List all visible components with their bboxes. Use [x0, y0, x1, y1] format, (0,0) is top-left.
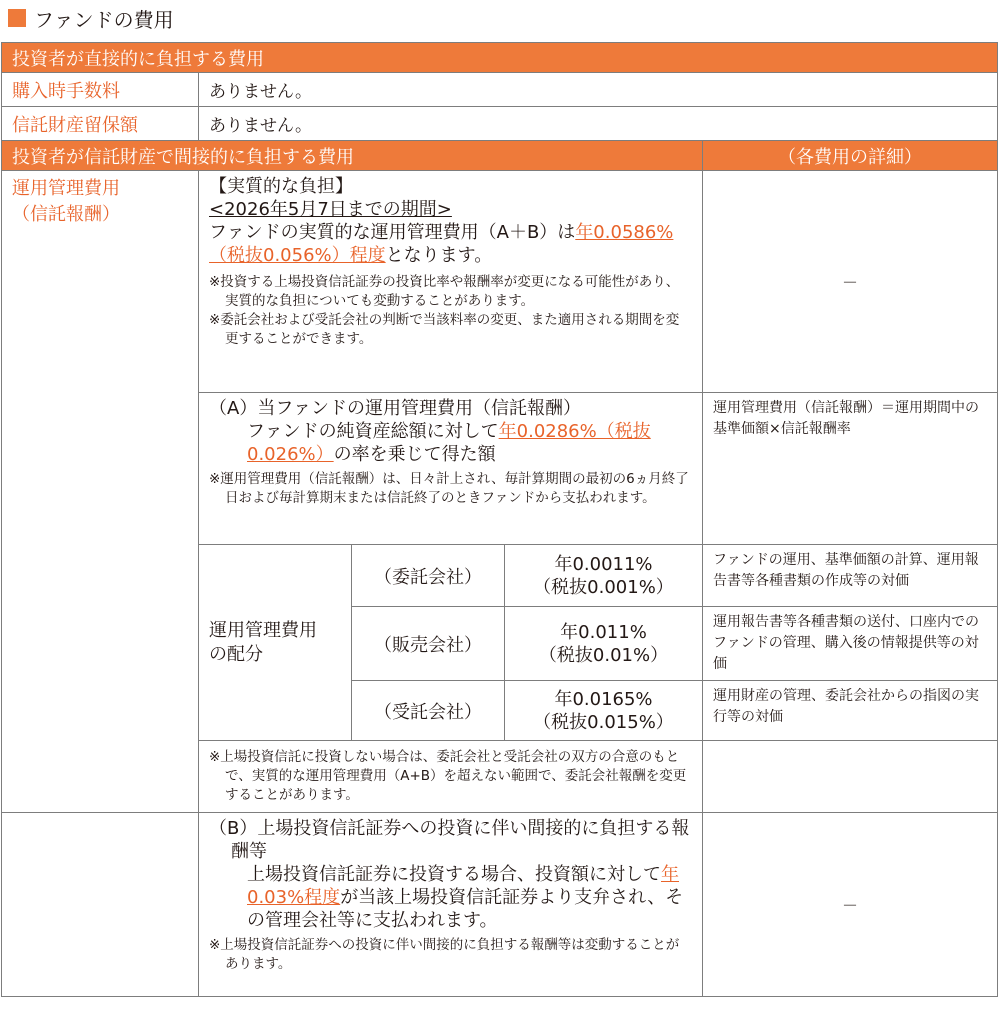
direct-header: 投資者が直接的に負担する費用	[2, 43, 998, 73]
a-heading: （A）当ファンドの運用管理費用（信託報酬）	[209, 398, 581, 419]
effective-detail: －	[703, 171, 998, 393]
allocation-rate-line2: （税抜0.001%）	[533, 576, 674, 598]
a-text-before: ファンドの純資産総額に対して	[247, 421, 499, 442]
b-note: ※上場投資信託証券への投資に伴い間接的に負担する報酬等は変動することがあります。	[209, 937, 680, 972]
allocation-note-detail	[703, 741, 998, 813]
allocation-detail: ファンドの運用、基準価額の計算、運用報告書等各種書類の作成等の対価	[703, 545, 998, 607]
allocation-rate	[505, 545, 703, 607]
b-cell	[199, 813, 703, 997]
square-bullet-icon	[8, 9, 26, 27]
allocation-party: （委託会社）	[352, 545, 505, 607]
effective-heading: 【実質的な負担】	[209, 176, 353, 197]
effective-cell	[199, 171, 703, 393]
effective-text	[209, 221, 692, 267]
allocation-rate-line1: 年0.0165%	[554, 688, 653, 710]
allocation-detail: 運用報告書等各種書類の送付、口座内でのファンドの管理、購入後の情報提供等の対価	[703, 607, 998, 681]
mgmt-fee-label-line2: （信託報酬）	[12, 204, 120, 225]
a-text-after: の率を乗じて得た額	[333, 444, 496, 465]
allocation-party: （受託会社）	[352, 681, 505, 741]
allocation-rate-line1: 年0.0011%	[554, 553, 653, 575]
indirect-header-row	[2, 141, 998, 171]
b-rate: 年0.03%程度	[247, 864, 679, 908]
section-title-text: ファンドの費用	[34, 7, 174, 32]
table-row	[2, 107, 998, 141]
effective-note1: ※投資する上場投資信託証券の投資比率や報酬率が変更になる可能性があり、実質的な負担についても変動することがあります。	[209, 274, 680, 309]
allocation-note-cell	[199, 741, 703, 813]
allocation-label-line1: 運用管理費用	[209, 619, 317, 641]
b-detail: －	[703, 813, 998, 997]
b-row	[2, 813, 998, 997]
allocation-rate-line2: （税抜0.01%）	[538, 644, 669, 666]
fee-table	[1, 42, 998, 997]
b-label-empty	[2, 813, 199, 997]
b-text-after: が当該上場投資信託証券より支弁され、その管理会社等に支払われます。	[247, 887, 684, 931]
allocation-party: （販売会社）	[352, 607, 505, 681]
effective-row	[2, 171, 998, 393]
b-text	[209, 863, 692, 932]
allocation-label	[199, 545, 352, 741]
allocation-rate-line1: 年0.011%	[560, 621, 647, 643]
retention-fee-label: 信託財産留保額	[2, 107, 199, 141]
effective-text-before: ファンドの実質的な運用管理費用（A＋B）は	[209, 222, 576, 243]
a-cell	[199, 393, 703, 545]
purchase-fee-value: ありません。	[199, 73, 998, 107]
b-heading: （B）上場投資信託証券への投資に伴い間接的に負担する報酬等	[209, 818, 690, 862]
section-title	[8, 6, 174, 30]
allocation-rate-line2: （税抜0.015%）	[533, 711, 674, 733]
indirect-header: 投資者が信託財産で間接的に負担する費用	[2, 141, 703, 171]
allocation-rate	[505, 607, 703, 681]
mgmt-fee-label-line1: 運用管理費用	[12, 178, 120, 199]
b-text-before: 上場投資信託証券に投資する場合、投資額に対して	[247, 864, 661, 885]
a-rate: 年0.0286%（税抜0.026%）	[247, 421, 651, 465]
effective-rate: 年0.0586%（税抜0.056%）程度	[209, 222, 674, 266]
effective-text-after: となります。	[385, 245, 493, 266]
effective-period: <2026年5月7日までの期間>	[209, 199, 452, 220]
a-text	[209, 420, 692, 466]
a-detail: 運用管理費用（信託報酬）＝運用期間中の基準価額×信託報酬率	[703, 393, 998, 545]
direct-header-row	[2, 43, 998, 73]
detail-header: （各費用の詳細）	[703, 141, 998, 171]
mgmt-fee-label	[2, 171, 199, 813]
retention-fee-value: ありません。	[199, 107, 998, 141]
allocation-note: ※上場投資信託に投資しない場合は、委託会社と受託会社の双方の合意のもとで、実質的な運用管理費用（A+B）を超えない範囲で、委託会社報酬を変更することがあります。	[209, 749, 687, 803]
allocation-label-line2: の配分	[209, 643, 263, 665]
table-row	[2, 73, 998, 107]
effective-note2: ※委託会社および受託会社の判断で当該料率の変更、また適用される期間を変更することができます。	[209, 312, 680, 347]
allocation-detail: 運用財産の管理、委託会社からの指図の実行等の対価	[703, 681, 998, 741]
purchase-fee-label: 購入時手数料	[2, 73, 199, 107]
a-note: ※運用管理費用（信託報酬）は、日々計上され、毎計算期間の最初の6ヵ月終了日および毎計算期末または信託終了のときファンドから支払われます。	[209, 471, 689, 506]
allocation-rate	[505, 681, 703, 741]
